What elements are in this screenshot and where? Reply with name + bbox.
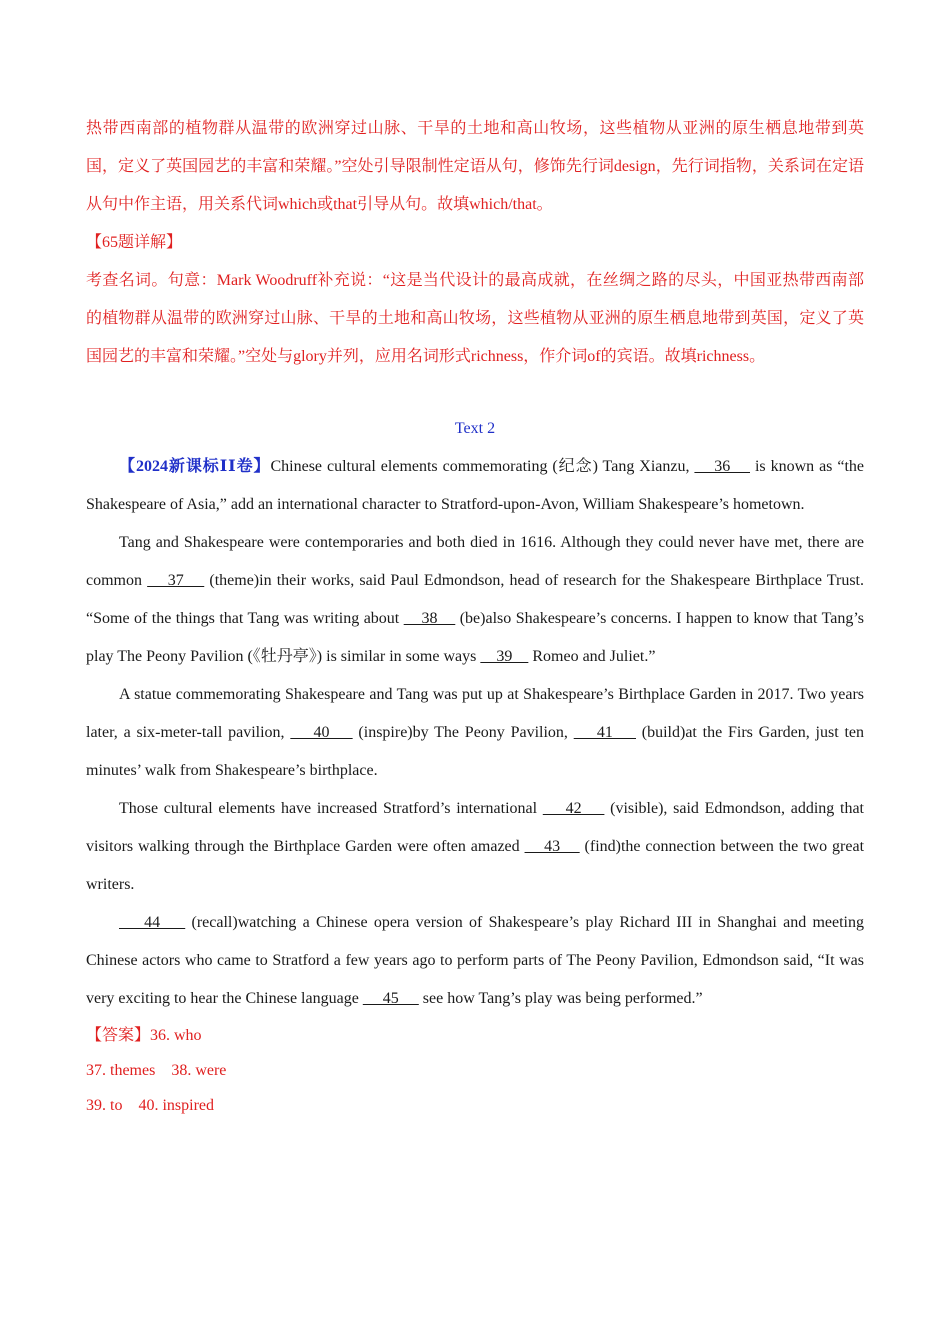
paragraph-5: 44 (recall)watching a Chinese opera version of Shakespeare’s play Richard III in Shanghai and meeting Chinese actors who came to Stratford a few years ago to perform parts of The Peony Pavilion, Edmondson said, “It was very exciting to hear the Chinese language 45 see how Tang’s play was being performed.”	[86, 914, 865, 1007]
analysis-64-tail: 热带西南部的植物群从温带的欧洲穿过山脉、干旱的土地和高山牧场，这些植物从亚洲的原生栖息地带到英国，定义了英国园艺的丰富和荣耀。”空处引导限制性定语从句，修饰先行词design，先行词指物，关系词在定语从句中作主语，用关系代词which或that引导从句。故填which/that。	[86, 120, 864, 213]
analysis-65-heading: 【65题详解】	[86, 234, 183, 251]
paragraph-4: Those cultural elements have increased Stratford’s international 42 (visible), said Edmondson, adding that visitors walking through the Birthplace Garden were often amazed 43 (find)the connection between the two great writers.	[86, 800, 865, 893]
blank-40: 40	[290, 724, 353, 741]
blank-38: 38	[403, 610, 456, 627]
analysis-65-text: 考查名词。句意：Mark Woodruff补充说：“这是当代设计的最高成就，在丝绸之路的尽头，中国亚热带西南部的植物群从温带的欧洲穿过山脉、干旱的土地和高山牧场，这些植物从亚洲的原生栖息地带到英国，定义了英国园艺的丰富和荣耀。”空处与glory并列，应用名词形式richness，作介词of的宾语。故填richness。	[86, 272, 864, 365]
blank-42: 42	[542, 800, 605, 817]
answer-line-2: 37. themes 38. were	[86, 1062, 227, 1079]
page-content	[86, 110, 864, 1123]
blank-36: 36	[694, 458, 750, 475]
answer-line-1: 【答案】36. who	[86, 1027, 202, 1044]
blank-44: 44	[119, 914, 186, 931]
blank-45: 45	[362, 990, 419, 1007]
paragraph-1: 【2024新课标ⅠⅠ卷】Chinese cultural elements commemorating (纪念) Tang Xianzu, 36 is known as “the Shakespeare of Asia,” add an international character to Stratford-upon-Avon, William Shakespeare’s hometown.	[86, 458, 864, 513]
blank-41: 41	[573, 724, 636, 741]
blank-39: 39	[480, 648, 529, 665]
paragraph-3: A statue commemorating Shakespeare and Tang was put up at Shakespeare’s Birthplace Garden in 2017. Two years later, a six-meter-tall pavilion, 40 (inspire)by The Peony Pavilion, 41 (build)at the Firs Garden, just ten minutes’ walk from Shakespeare’s birthplace.	[86, 686, 865, 779]
blank-43: 43	[524, 838, 580, 855]
section-title: Text 2	[454, 420, 496, 437]
paragraph-2: Tang and Shakespeare were contemporaries and both died in 1616. Although they could never have met, there are common 37 (theme)in their works, said Paul Edmondson, head of research for the Shakespeare Birthplace Trust. “Some of the things that Tang was writing about 38 (be)also Shakespeare’s concerns. I happen to know that Tang’s play The Peony Pavilion (《牡丹亭》) is similar in some ways 39 Romeo and Juliet.”	[86, 534, 865, 665]
source-tag: 【2024新课标ⅠⅠ卷】	[119, 458, 271, 475]
answer-line-3: 39. to 40. inspired	[86, 1097, 214, 1114]
blank-37: 37	[147, 572, 205, 589]
